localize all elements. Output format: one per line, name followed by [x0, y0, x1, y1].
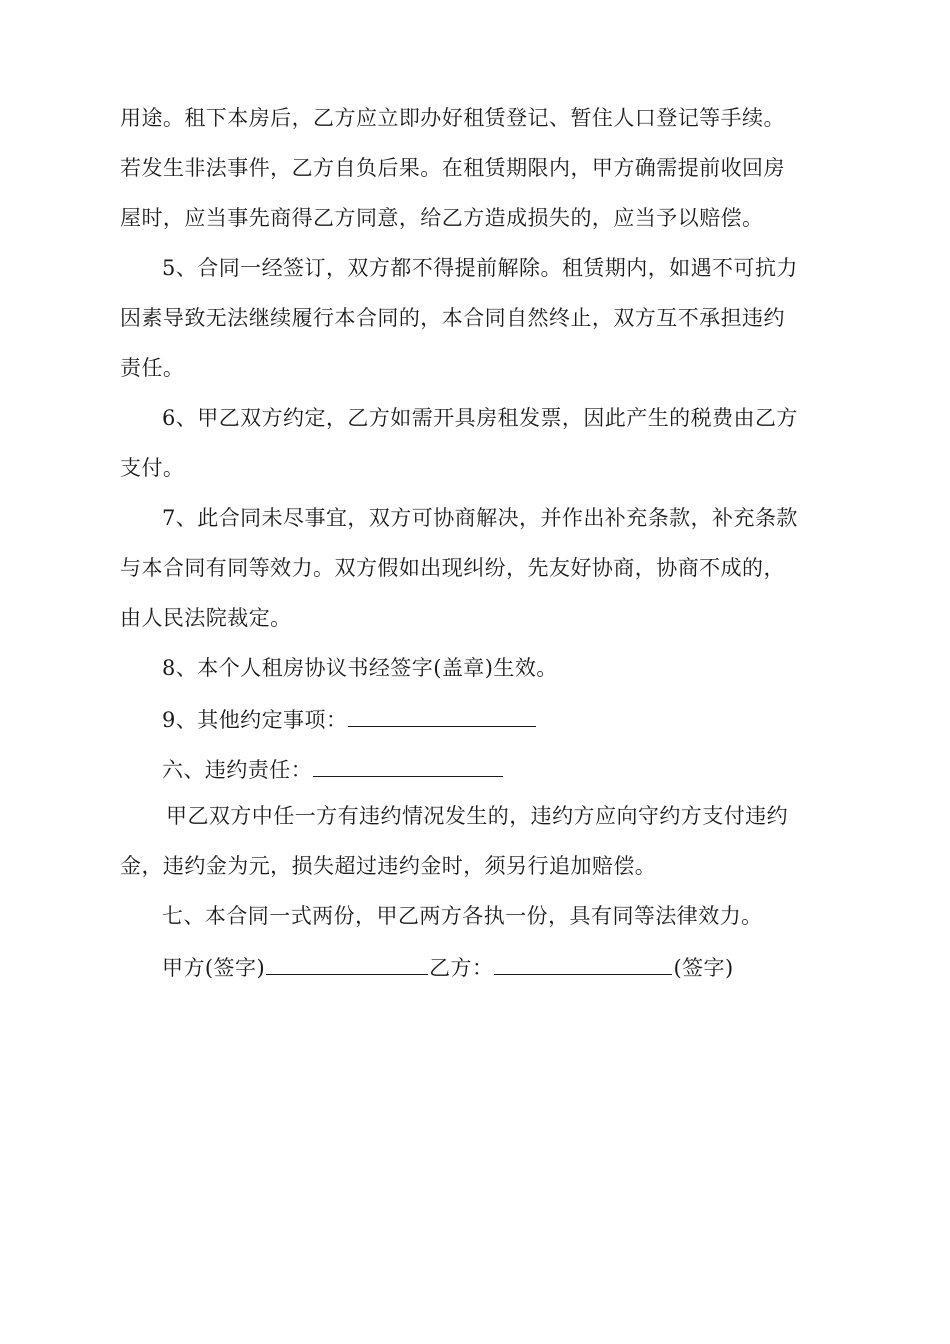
section-7-line: 七、本合同一式两份，甲乙两方各执一份，具有同等法律效力。 — [162, 904, 763, 928]
clause-5-line: 5、合同一经签订，双方都不得提前解除。租赁期内，如遇不可抗力 — [162, 256, 798, 280]
clause-7-line: 7、此合同未尽事宜，双方可协商解决，并作出补充条款，补充条款 — [162, 506, 798, 530]
paragraph-line: 责任。 — [120, 356, 185, 380]
party-b-label: 乙方： — [429, 956, 494, 980]
clause-6-line: 6、甲乙双方约定，乙方如需开具房租发票，因此产生的税费由乙方 — [162, 406, 798, 430]
party-b-sign-suffix: (签字) — [673, 956, 734, 980]
section-6-label: 六、违约责任： — [162, 758, 313, 782]
paragraph-line: 用途。租下本房后，乙方应立即办好租赁登记、暂住人口登记等手续。 — [120, 106, 785, 130]
paragraph-line: 若发生非法事件，乙方自负后果。在租赁期限内，甲方确需提前收回房 — [120, 156, 785, 180]
paragraph-line: 与本合同有同等效力。双方假如出现纠纷，先友好协商，协商不成的， — [120, 556, 785, 580]
paragraph-line: 由人民法院裁定。 — [120, 606, 292, 630]
signature-line — [162, 952, 734, 982]
breach-liability-blank[interactable] — [313, 754, 503, 777]
party-a-label: 甲方(签字) — [162, 956, 266, 980]
clause-9-line — [162, 704, 537, 734]
paragraph-line: 因素导致无法继续履行本合同的，本合同自然终止，双方互不承担违约 — [120, 306, 785, 330]
party-b-signature-blank[interactable] — [494, 952, 672, 975]
section-6-heading — [162, 754, 504, 784]
paragraph-line: 支付。 — [120, 456, 185, 480]
breach-paragraph-line: 甲乙双方中任一方有违约情况发生的，违约方应向守约方支付违约 — [166, 804, 789, 828]
paragraph-line: 金，违约金为元，损失超过违约金时，须另行追加赔偿。 — [120, 854, 657, 878]
clause-8-line: 8、本个人租房协议书经签字(盖章)生效。 — [162, 656, 558, 680]
clause-9-label: 9、其他约定事项： — [162, 708, 348, 732]
party-a-signature-blank[interactable] — [266, 952, 428, 975]
other-terms-blank[interactable] — [348, 704, 536, 727]
paragraph-line: 屋时，应当事先商得乙方同意，给乙方造成损失的，应当予以赔偿。 — [120, 206, 764, 230]
